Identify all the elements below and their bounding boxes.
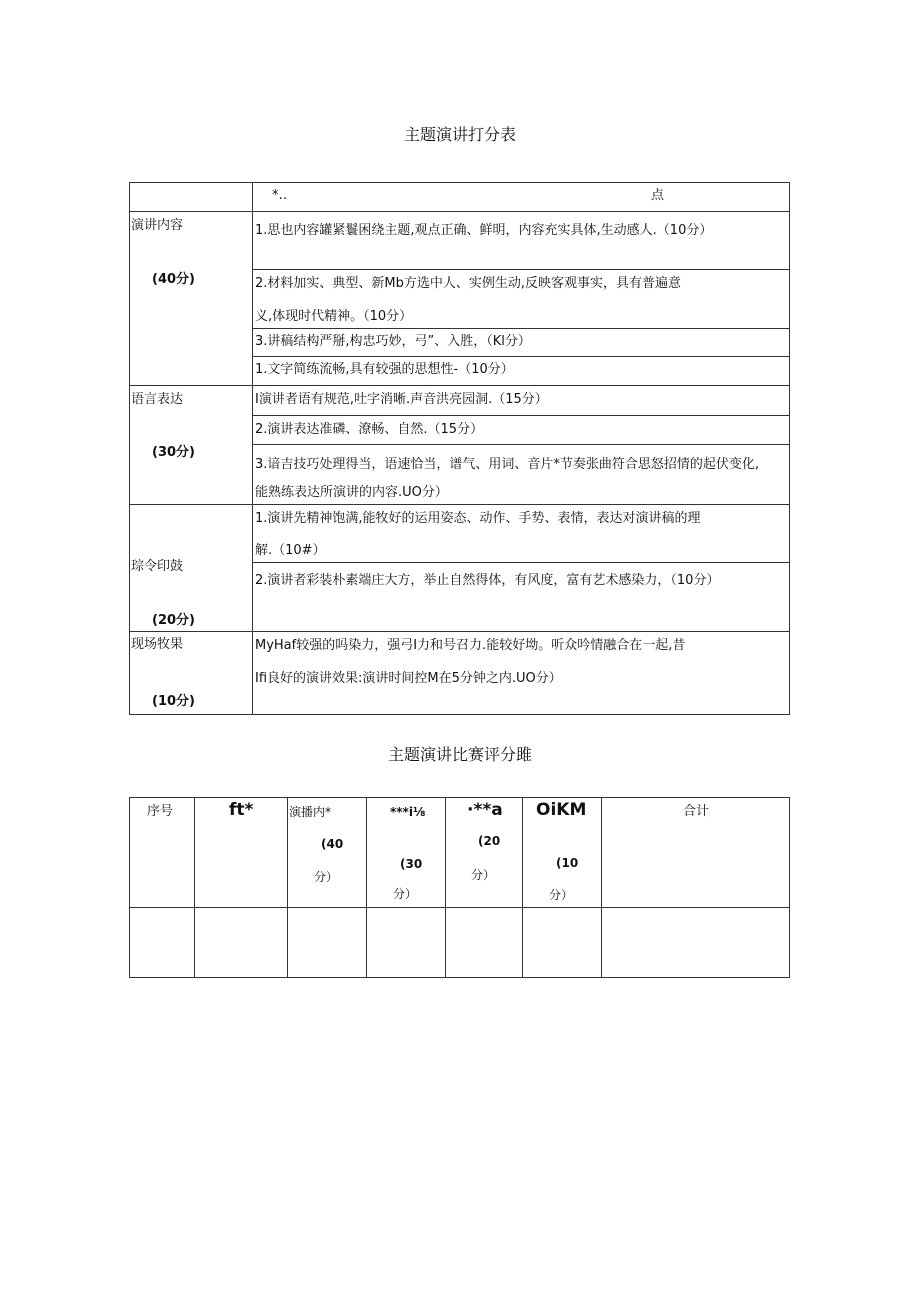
column-header-total: 合计 [683,804,710,819]
rating-table [129,797,790,978]
column-header-image-score: (20 [478,834,501,848]
column-header-effect: OiKM [536,800,587,820]
criterion-line: I演讲者语有规范,吐字消晰.声音洪亮园洞.（15分） [255,392,548,407]
column-header-image: ·**a [467,800,503,820]
criterion-line: 2.材料加实、典型、新Mb方选中人、实例生动,反映客观事实，具有普遍意 [255,276,682,291]
section-name: 琮令印鼓 [131,559,184,574]
table-divider [252,182,253,715]
section-score: (20分) [152,613,195,628]
score-table [129,182,790,715]
column-header-effect-unit: 分） [549,888,574,902]
column-header-effect-score: (10 [556,856,579,870]
table-divider [129,907,790,908]
column-header-name: ft* [229,800,254,820]
rating-table-title: 主题演讲比赛评分雎 [387,745,532,764]
criterion-line: 2.演讲者彩装朴素端庄大方，举止自然得体，有风度，富有艺术感染力，（10分） [255,573,720,588]
table-divider [601,797,602,978]
table-divider [129,504,790,505]
column-header-content-score: (40 [321,837,344,851]
column-header-image-unit: 分） [471,868,496,882]
table-divider [252,269,790,270]
table-divider [252,562,790,563]
table-divider [445,797,446,978]
criterion-line: 2.演讲表达准磷、潦畅、自然.（15分） [255,422,484,437]
criterion-line: Ifi良好的演讲效果:演讲时间控M在5分钟之内.UO分） [255,671,562,686]
table-divider [252,356,790,357]
column-header-content-unit: 分） [314,870,339,884]
column-header-language: ***i⅛ [390,805,426,819]
section-name: 语言表达 [131,392,184,407]
section-score: (30分) [152,445,195,460]
column-header-language-unit: 分） [393,887,418,901]
table-divider [129,211,790,212]
score-table-title: 主题演讲打分表 [403,125,516,144]
table-divider [129,385,790,386]
criterion-line: MyHaf较强的吗染力，强弓I力和号召力.能较好坳。听众吟情融合在一起,昔 [255,638,686,653]
criterion-line: 解.（10#） [255,543,326,558]
table-divider [252,444,790,445]
table-divider [366,797,367,978]
table-divider [194,797,195,978]
criterion-line: 3.谙吉技巧处理得当，语速恰当，谱气、用词、音片*节奏张曲符合思怒招情的起伏变化, [255,457,760,472]
criterion-line: 1.演讲先精神饱满,能牧好的运用姿态、动作、手势、表情，表达对演讲稿的理 [255,511,701,526]
table-divider [252,415,790,416]
criterion-line: 1.思也内容罐紧鬟困绕主题,观点正确、鲜明，内容充实具体,生动感人.（10分） [255,223,713,238]
table-divider [252,328,790,329]
table-divider [129,631,790,632]
section-name: 现场牧果 [131,637,184,652]
header-right: 点 [651,188,665,203]
section-score: (10分) [152,694,195,709]
column-header-number: 序号 [147,804,174,819]
section-score: (40分) [152,272,195,287]
header-left: *‥ [272,188,288,203]
criterion-line: 1.文字简练流畅,具有较强的思想性-（10分） [255,362,514,377]
table-divider [287,797,288,978]
section-name: 演讲内容 [131,218,184,233]
column-header-language-score: (30 [400,857,423,871]
criterion-line: 义,体现时代精神。（10分） [255,309,413,324]
criterion-line: 3.讲稿结构严掰,构忠巧妙，弓”、入胜，（Kl分） [255,334,531,349]
column-header-content: 演播内* [289,805,332,819]
criterion-line: 能熟练表达所演讲的内容.UO分） [255,485,448,500]
table-divider [522,797,523,978]
